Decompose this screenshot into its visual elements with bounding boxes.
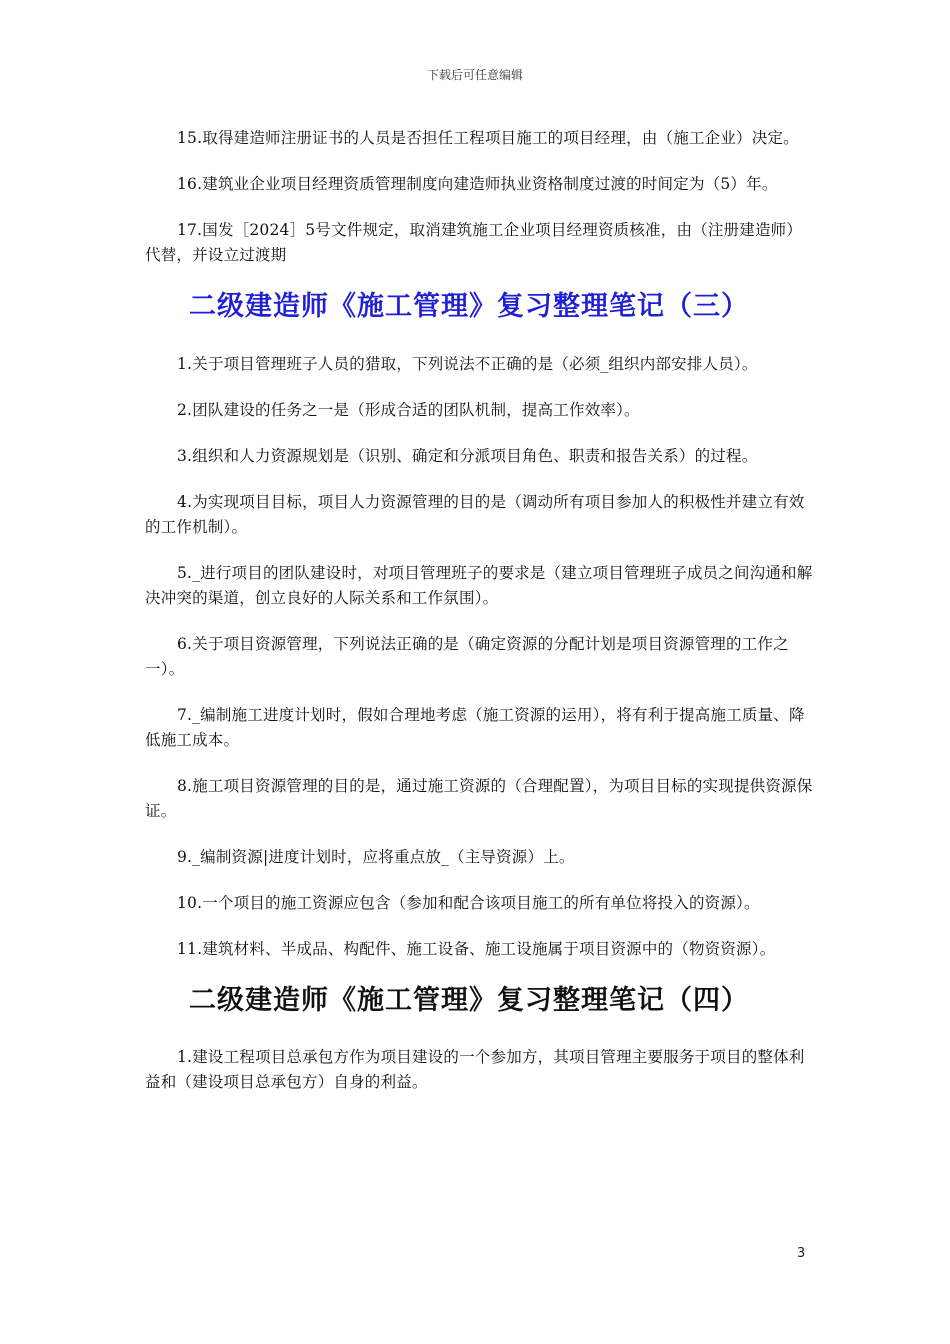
section-title-3: 二级建造师《施工管理》复习整理笔记（三）: [189, 291, 749, 322]
paragraph-item: 7._编制施工进度计划时，假如合理地考虑（施工资源的运用），将有利于提高施工质量、降低施工成本。: [145, 706, 805, 749]
paragraph-item: 1.建设工程项目总承包方作为项目建设的一个参加方，其项目管理主要服务于项目的整体利益和（建设项目总承包方）自身的利益。: [145, 1048, 805, 1091]
page-header: 下载后可任意编辑: [426, 68, 523, 82]
paragraph-item: 3.组织和人力资源规划是（识别、确定和分派项目角色、职责和报告关系）的过程。: [177, 447, 758, 465]
paragraph-item: 11.建筑材料、半成品、构配件、施工设备、施工设施属于项目资源中的（物资资源）。: [177, 940, 776, 958]
paragraph-item: 1.关于项目管理班子人员的猎取，下列说法不正确的是（必须_组织内部安排人员）。: [177, 355, 758, 373]
paragraph-item: 2.团队建设的任务之一是（形成合适的团队机制，提高工作效率）。: [177, 401, 640, 419]
document-body: [145, 126, 815, 1116]
paragraph-item: 15.取得建造师注册证书的人员是否担任工程项目施工的项目经理，由（施工企业）决定。: [177, 129, 799, 147]
section-title-4: 二级建造师《施工管理》复习整理笔记（四）: [189, 985, 749, 1016]
paragraph-item: 10.一个项目的施工资源应包含（参加和配合该项目施工的所有单位将投入的资源）。: [177, 894, 760, 912]
paragraph-item: 8.施工项目资源管理的目的是，通过施工资源的（合理配置），为项目目标的实现提供资源保证。: [145, 777, 813, 820]
paragraph-item: 6.关于项目资源管理，下列说法正确的是（确定资源的分配计划是项目资源管理的工作之一）。: [145, 635, 789, 678]
paragraph-item: 5._进行项目的团队建设时，对项目管理班子的要求是（建立项目管理班子成员之间沟通和解决冲突的渠道，创立良好的人际关系和工作氛围）。: [145, 564, 813, 607]
page-number: 3: [797, 1246, 806, 1261]
paragraph-item: 9._编制资源|进度计划时，应将重点放_（主导资源）上。: [177, 848, 575, 866]
paragraph-item: 17.国发［2024］5号文件规定，取消建筑施工企业项目经理资质核准，由（注册建造师）代替，并设立过渡期: [145, 221, 803, 264]
paragraph-item: 4.为实现项目目标，项目人力资源管理的目的是（调动所有项目参加人的积极性并建立有效的工作机制）。: [145, 493, 805, 536]
paragraph-item: 16.建筑业企业项目经理资质管理制度向建造师执业资格制度过渡的时间定为（5）年。: [177, 175, 778, 193]
